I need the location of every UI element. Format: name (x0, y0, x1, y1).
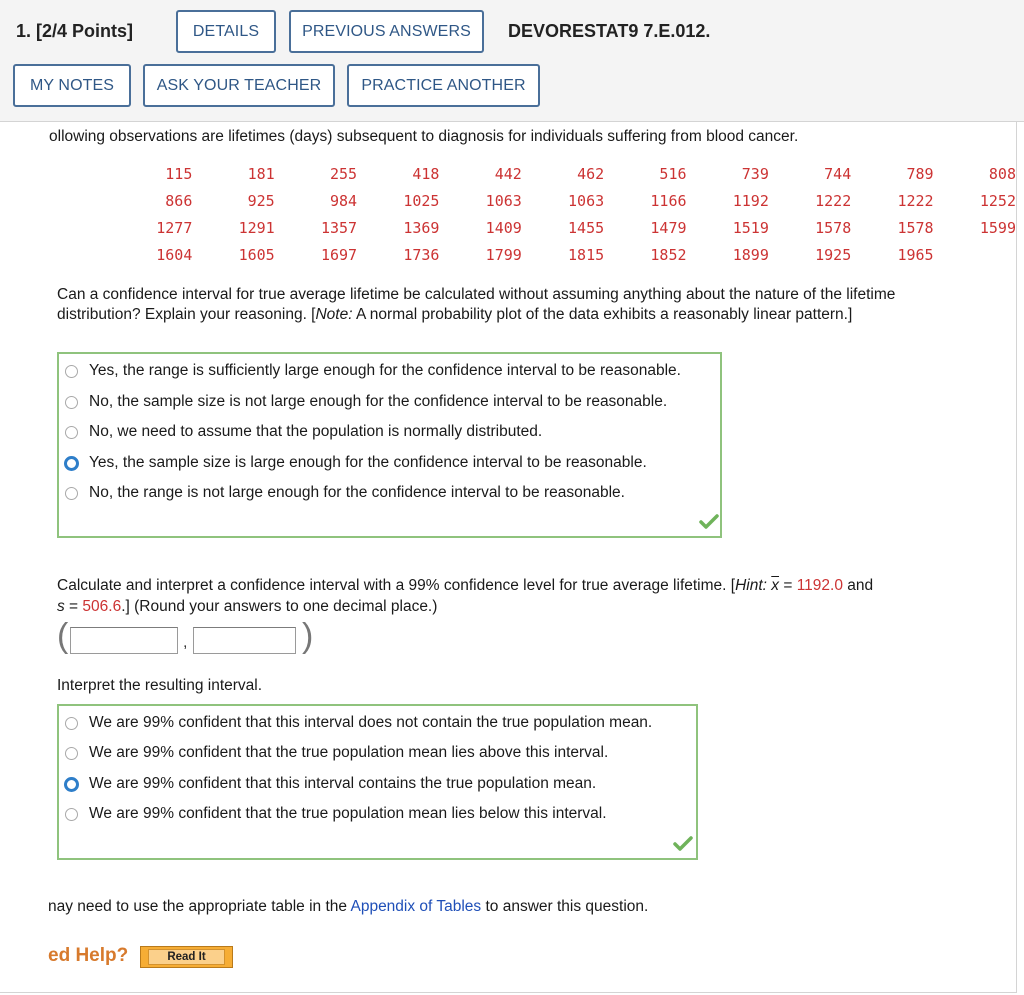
table-cell: 1479 (650, 218, 687, 237)
read-it-label: Read It (148, 949, 224, 965)
question2-text (57, 575, 957, 617)
and-text: and (842, 577, 874, 594)
table-cell: 1852 (650, 245, 687, 264)
q3-choice-0[interactable] (65, 714, 652, 732)
appendix-text-before: nay need to use the appropriate table in the (48, 898, 351, 915)
radio-button-icon[interactable] (65, 426, 78, 439)
question-content (0, 122, 1017, 993)
table-cell: 1409 (485, 218, 522, 237)
q3-choice-3[interactable] (65, 805, 607, 823)
read-it-button[interactable] (140, 946, 233, 968)
table-cell: 808 (988, 165, 1016, 184)
table-cell: 1799 (485, 245, 522, 264)
q1-choice-4[interactable] (65, 484, 625, 502)
table-row (110, 161, 1016, 188)
radio-button-selected-icon[interactable] (64, 456, 79, 471)
question1-choices (57, 352, 722, 538)
need-help-label: ed Help? (48, 945, 129, 966)
s-value: 506.6 (82, 598, 122, 615)
open-paren: ( (57, 617, 69, 655)
hint-label: Hint: (735, 577, 767, 594)
q3-choice-1[interactable] (65, 744, 608, 762)
q1-choice-label: Yes, the range is sufficiently large enough for the confidence interval to be reasonable. (89, 362, 681, 379)
my-notes-button[interactable]: MY NOTES (13, 64, 131, 107)
ci-lower-input[interactable] (70, 627, 178, 654)
table-cell: 1697 (320, 245, 358, 264)
table-cell: 1578 (897, 218, 934, 237)
table-cell: 1925 (815, 245, 852, 264)
table-cell: 1166 (650, 192, 687, 211)
radio-button-icon[interactable] (65, 365, 78, 378)
question3-choices (57, 704, 698, 860)
q1-choice-1[interactable] (65, 393, 667, 411)
table-cell: 255 (329, 165, 358, 184)
table-cell: 866 (165, 192, 193, 211)
question-header (0, 0, 1024, 122)
table-cell: 462 (577, 165, 605, 184)
q3-choice-label: We are 99% confident that the true population mean lies above this interval. (89, 744, 609, 761)
table-cell: 1063 (485, 192, 522, 211)
q3-choice-label: We are 99% confident that this interval contains the true population mean. (89, 775, 597, 792)
appendix-text-after: to answer this question. (481, 898, 649, 915)
q1-choice-2[interactable] (65, 423, 542, 441)
table-cell: 984 (329, 192, 358, 211)
table-cell: 1815 (568, 245, 605, 264)
details-button[interactable]: DETAILS (176, 10, 276, 53)
table-cell: 789 (906, 165, 934, 184)
table-cell: 1222 (897, 192, 934, 211)
q3-choice-label: We are 99% confident that this interval does not contain the true population mean. (89, 714, 653, 731)
question1-text (57, 285, 927, 325)
table-row (110, 215, 1016, 242)
appendix-of-tables-link[interactable]: Appendix of Tables (350, 898, 482, 915)
table-cell: 739 (741, 165, 769, 184)
q1-choice-label: No, the range is not large enough for the confidence interval to be reasonable. (89, 484, 625, 501)
ask-your-teacher-button[interactable]: ASK YOUR TEACHER (143, 64, 335, 107)
radio-button-icon[interactable] (65, 747, 78, 760)
question-code: DEVORESTAT9 7.E.012. (508, 21, 711, 41)
table-cell: 1519 (732, 218, 769, 237)
comma-separator: , (183, 634, 188, 651)
table-cell: 1604 (156, 245, 193, 264)
question2-text-part2: .] (Round your answers to one decimal place.) (121, 598, 438, 615)
appendix-note (48, 898, 648, 916)
table-cell: 1252 (979, 192, 1016, 211)
table-cell (934, 241, 1016, 268)
equals-sign: = (64, 598, 83, 615)
table-cell: 1369 (403, 218, 440, 237)
correct-checkmark-icon (699, 514, 719, 530)
table-row (110, 241, 1016, 268)
table-cell: 115 (165, 165, 193, 184)
table-cell: 418 (412, 165, 440, 184)
previous-answers-button[interactable]: PREVIOUS ANSWERS (289, 10, 484, 53)
radio-button-icon[interactable] (65, 717, 78, 730)
table-cell: 1455 (568, 218, 605, 237)
xbar-value: 1192.0 (796, 577, 843, 594)
table-cell: 1277 (156, 218, 193, 237)
xbar-symbol: $\overline{x}$ (771, 577, 780, 594)
table-cell: 1222 (815, 192, 852, 211)
q3-choice-label: We are 99% confident that the true population mean lies below this interval. (89, 805, 607, 822)
radio-button-selected-icon[interactable] (64, 777, 79, 792)
intro-text: ollowing observations are lifetimes (days) subsequent to diagnosis for individuals suffering from blood cancer. (49, 128, 799, 145)
table-cell: 1736 (403, 245, 440, 264)
table-cell: 925 (247, 192, 275, 211)
close-paren: ) (302, 617, 314, 655)
radio-button-icon[interactable] (65, 808, 78, 821)
table-cell: 181 (247, 165, 275, 184)
table-cell: 1605 (238, 245, 275, 264)
table-cell: 1578 (815, 218, 852, 237)
s-symbol: s (57, 598, 65, 615)
table-cell: 1291 (238, 218, 275, 237)
q1-choice-3[interactable] (65, 454, 647, 472)
practice-another-button[interactable]: PRACTICE ANOTHER (347, 64, 540, 107)
q1-choice-label: Yes, the sample size is large enough for the confidence interval to be reasonable. (89, 454, 647, 471)
note-label: Note: (315, 306, 353, 323)
correct-checkmark-icon (673, 836, 693, 852)
table-cell: 1965 (897, 245, 934, 264)
table-cell: 516 (659, 165, 687, 184)
table-cell: 1899 (732, 245, 769, 264)
table-cell: 1357 (320, 218, 358, 237)
table-row (110, 188, 1016, 215)
q1-choice-label: No, we need to assume that the population is normally distributed. (89, 423, 543, 440)
table-cell: 1599 (979, 218, 1016, 237)
table-cell: 1025 (403, 192, 440, 211)
question1-text-part2: A normal probability plot of the data exhibits a reasonably linear pattern.] (352, 306, 853, 323)
table-cell: 442 (494, 165, 522, 184)
q1-choice-label: No, the sample size is not large enough for the confidence interval to be reasonable. (89, 393, 668, 410)
interpret-label: Interpret the resulting interval. (57, 677, 263, 694)
q3-choice-2[interactable] (65, 775, 596, 793)
question-number-points: 1. [2/4 Points] (16, 21, 134, 41)
q1-choice-0[interactable] (65, 362, 681, 380)
question2-text-part1: Calculate and interpret a confidence interval with a 99% confidence level for true average lifetime. [ (57, 577, 736, 594)
radio-button-icon[interactable] (65, 396, 78, 409)
table-cell: 744 (824, 165, 852, 184)
ci-upper-input[interactable] (193, 627, 296, 654)
question1-text-part1: Can a confidence interval for true average lifetime be calculated without assuming anything about the nature of the lifetime distribution? Explain your reasoning. [ (57, 286, 896, 323)
observations-table (110, 161, 1016, 268)
equals-sign: = (779, 577, 797, 594)
table-cell: 1192 (732, 192, 769, 211)
table-cell: 1063 (568, 192, 605, 211)
radio-button-icon[interactable] (65, 487, 78, 500)
